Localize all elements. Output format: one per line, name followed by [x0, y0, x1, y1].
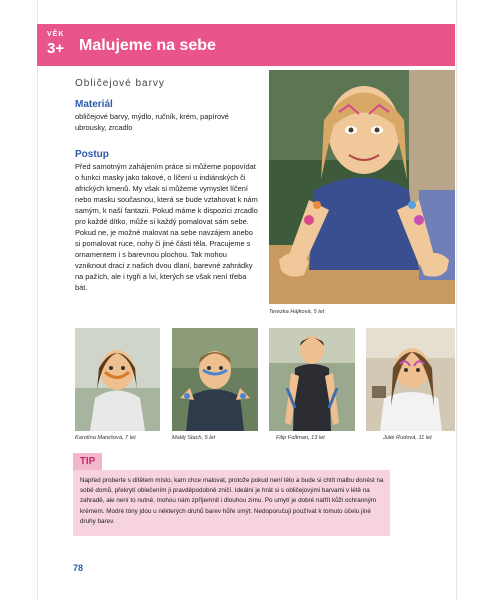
photo-3-caption: Filip Foltman, 13 let — [276, 435, 325, 441]
photo-1-caption: Karolína Marešová, 7 let — [75, 435, 136, 441]
tip-text: Napřed proberte s dítětem místo, kam chce malovat, protože pokud není léto a bude si chtít malbu donést na sobě domů, překrytí oblečením ji pravděpodobně zničí. Ideální je hrát si s obličejovými barvami v létě na zahradě, ale není to nutné, mohou nám zpříjemnit i dlouhou zimu. Po umytí je dobré natřít kůži ochranným krémem. Modré tóny jdou u některých druhů barev hůře smýt. Nedoporučuji používat k tomuto účelu jiné druhy barev. — [80, 477, 384, 525]
photo-2 — [172, 328, 258, 431]
material-text: obličejové barvy, mýdlo, ručník, krém, papírové ubrousky, zrcadlo — [75, 112, 229, 132]
section-subtitle: Obličejové barvy — [75, 78, 165, 89]
photo-4 — [366, 328, 455, 431]
photo-3 — [269, 328, 355, 431]
photo-2-caption: Matěj Stach, 5 let — [172, 435, 216, 441]
main-photo-caption: Terezka Hájková, 5 let — [269, 309, 325, 315]
photo-1 — [75, 328, 160, 431]
age-label: VĚK — [47, 31, 65, 38]
procedure-heading: Postup — [75, 149, 109, 160]
page-title: Malujeme na sebe — [79, 37, 216, 54]
material-heading: Materiál — [75, 99, 113, 110]
tip-label: TIP — [73, 453, 102, 470]
main-photo — [269, 70, 455, 304]
age-value: 3+ — [47, 40, 65, 57]
procedure-text: Před samotným zahájením práce si můžeme popovídat o funkci masky jako takové, o líčení u indiánských či afrických kmenů. My však si můžeme vymyslet líčení nebo masku současnou, která se bude vztahovat k nám samým, k naší fantazii. Pokud máme k dispozici zrcadlo pro každé dítko, může si každý pomalovat sám sebe. Pokud ne, je možné malovat na sebe navzájem anebo si pomalovat ruce, nohy či jiné části těla. Pracujeme s ornamentem i s barevnou plochou. Tak mohou vzniknout draci z našich dvou dlaní, barevné zahrádky na pažích, ale i tygři a lvi, kterých se však není třeba bát. — [75, 162, 258, 292]
photo-4-caption: Julie Rudová, 11 let — [383, 435, 432, 441]
page-number: 78 — [73, 563, 84, 573]
